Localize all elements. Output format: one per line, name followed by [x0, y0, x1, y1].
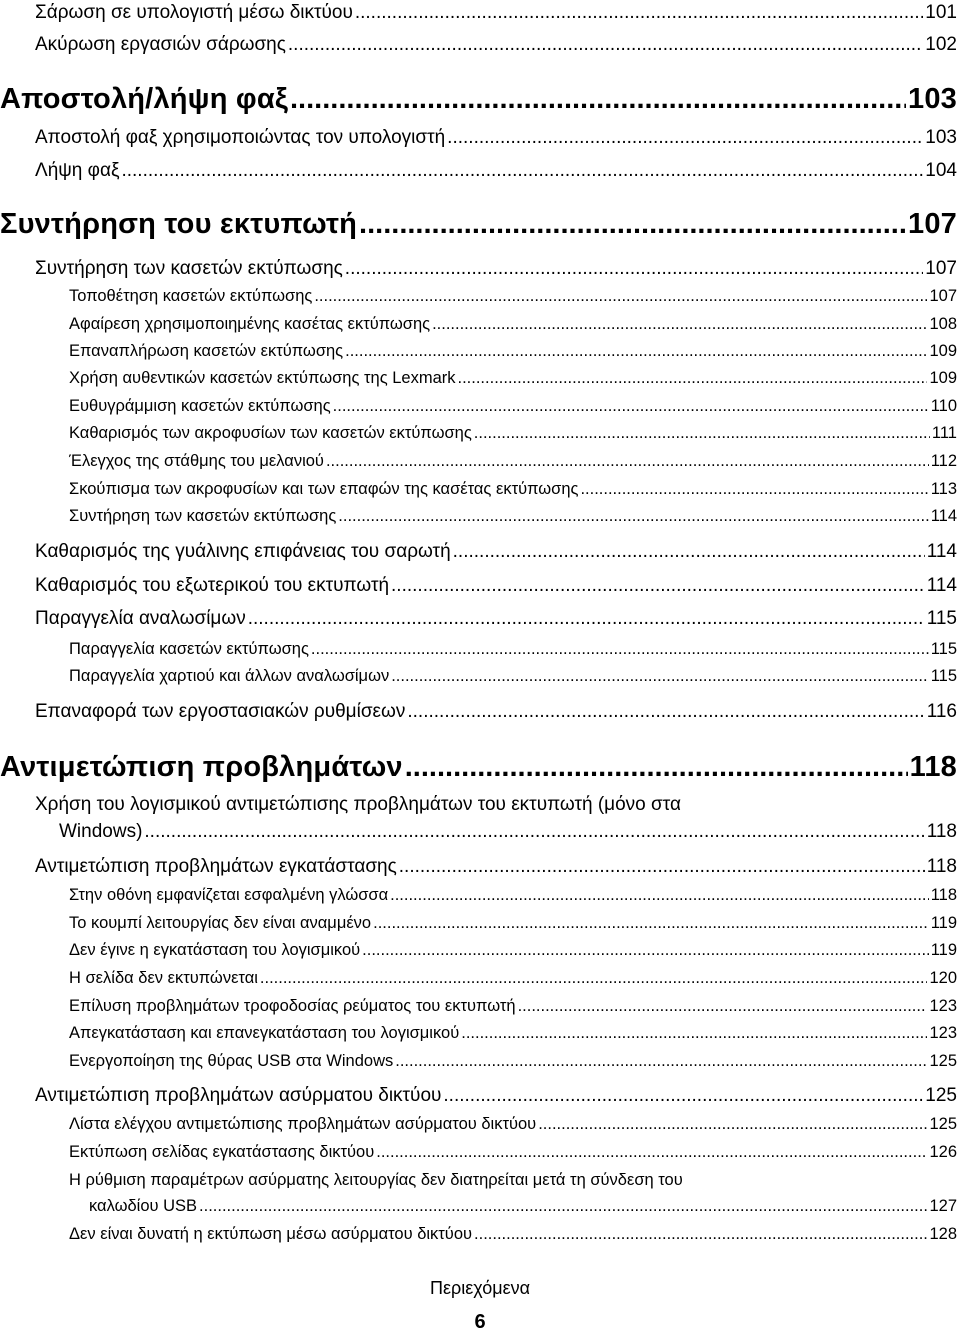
dot-leader: [199, 1197, 927, 1216]
dot-leader: [458, 369, 928, 388]
toc-subentry-title: Δεν είναι δυνατή η εκτύπωση μέσω ασύρματου δικτύου: [69, 1225, 473, 1243]
toc-entry[interactable]: [35, 258, 957, 280]
toc-entry[interactable]: [35, 541, 957, 563]
toc-entry[interactable]: [59, 821, 957, 843]
dot-leader: [311, 640, 929, 659]
dot-leader: [333, 397, 929, 416]
dot-leader: [248, 608, 925, 630]
dot-leader: [338, 507, 928, 526]
toc-subentry[interactable]: [69, 997, 957, 1016]
toc-subentry-title: Έλεγχος της στάθμης του μελανιού: [69, 452, 324, 470]
toc-entry-title: Ακύρωση εργασιών σάρωσης: [35, 34, 286, 55]
dot-leader: [376, 1143, 927, 1162]
dot-leader: [538, 1115, 927, 1134]
toc-subentry[interactable]: [69, 886, 957, 905]
toc-subentry-page: 112: [930, 452, 957, 470]
dot-leader: [391, 667, 928, 686]
dot-leader: [443, 1085, 923, 1107]
dot-leader: [314, 287, 927, 306]
toc-subentry[interactable]: [69, 397, 957, 416]
dot-leader: [345, 258, 924, 280]
toc-subentry-title: Σκούπισμα των ακροφυσίων και των επαφών της κασέτας εκτύπωσης: [69, 480, 579, 498]
toc-entry-wrap-line[interactable]: Χρήση του λογισμικού αντιμετώπισης προβλημάτων του εκτυπωτή (μόνο στα: [35, 794, 681, 815]
toc-entry-page: 103: [925, 127, 957, 148]
toc-subentry-title: Η σελίδα δεν εκτυπώνεται: [69, 969, 258, 987]
toc-subentry-page: 115: [930, 667, 957, 685]
dot-leader: [474, 1225, 927, 1244]
toc-chapter-page: 118: [909, 751, 957, 783]
toc-entry-title: Αντιμετώπιση προβλημάτων εγκατάστασης: [35, 856, 397, 877]
toc-entry-page: 114: [926, 541, 957, 562]
toc-subentry-page: 118: [930, 886, 957, 904]
toc-subentry[interactable]: [69, 941, 957, 960]
dot-leader: [355, 2, 923, 24]
toc-subentry[interactable]: [69, 640, 957, 659]
toc-subentry-title: Το κουμπί λειτουργίας δεν είναι αναμμένο: [69, 914, 372, 932]
toc-entry-title: Επαναφορά των εργοστασιακών ρυθμίσεων: [35, 701, 406, 722]
toc-subentry-page: 120: [929, 969, 957, 987]
toc-chapter-page: 103: [908, 83, 957, 115]
dot-leader: [362, 941, 929, 960]
toc-subentry-title: Εκτύπωση σελίδας εγκατάστασης δικτύου: [69, 1143, 375, 1161]
dot-leader: [359, 208, 906, 241]
toc-entry[interactable]: [35, 1085, 957, 1107]
toc-subentry-page: 123: [929, 1024, 957, 1042]
dot-leader: [290, 83, 906, 116]
dot-leader: [391, 575, 925, 597]
dot-leader: [453, 541, 925, 563]
toc-chapter-maintenance[interactable]: [0, 208, 957, 241]
toc-subentry-page: 127: [929, 1197, 957, 1215]
toc-entry-page: 107: [925, 258, 957, 279]
toc-subentry[interactable]: [69, 1143, 957, 1162]
toc-subentry[interactable]: [69, 1225, 957, 1244]
toc-subentry-page: 119: [930, 914, 957, 932]
toc-subentry-title: Χρήση αυθεντικών κασετών εκτύπωσης της Lexmark: [69, 369, 456, 387]
toc-entry[interactable]: [35, 701, 957, 723]
toc-chapter-title: Αποστολή/λήψη φαξ: [0, 83, 288, 115]
toc-entry[interactable]: [35, 127, 957, 149]
toc-entry-page: 118: [926, 821, 957, 842]
toc-entry-page: 118: [926, 856, 957, 877]
toc-entry-title: Παραγγελία αναλωσίμων: [35, 608, 246, 629]
toc-subentry[interactable]: [69, 369, 957, 388]
dot-leader: [121, 160, 923, 182]
toc-subentry-title: Καθαρισμός των ακροφυσίων των κασετών εκτύπωσης: [69, 424, 472, 442]
toc-subentry[interactable]: [69, 667, 957, 686]
toc-subentry-title: Απεγκατάσταση και επανεγκατάσταση του λογισμικού: [69, 1024, 460, 1042]
toc-subentry[interactable]: [69, 315, 957, 334]
toc-subentry[interactable]: [69, 1052, 957, 1071]
toc-chapter-fax[interactable]: [0, 83, 957, 116]
toc-subentry-page: 126: [929, 1143, 957, 1161]
toc-subentry[interactable]: [69, 1115, 957, 1134]
toc-subentry-page: 109: [929, 369, 957, 387]
dot-leader: [144, 821, 924, 843]
toc-subentry[interactable]: [69, 287, 957, 306]
toc-entry-title: Αποστολή φαξ χρησιμοποιώντας τον υπολογιστή: [35, 127, 446, 148]
toc-subentry-page: 125: [929, 1052, 957, 1070]
toc-subentry-title: Επίλυση προβλημάτων τροφοδοσίας ρεύματος του εκτυπωτή: [69, 997, 516, 1015]
toc-subentry-page: 110: [930, 397, 957, 415]
toc-subentry-title: Λίστα ελέγχου αντιμετώπισης προβλημάτων ασύρματου δικτύου: [69, 1115, 537, 1133]
toc-subentry[interactable]: [69, 480, 957, 499]
toc-subentry[interactable]: [69, 1024, 957, 1043]
toc-subentry-wrap-line[interactable]: Η ρύθμιση παραμέτρων ασύρματης λειτουργίας δεν διατηρείται μετά τη σύνδεση του: [69, 1171, 683, 1189]
dot-leader: [399, 856, 925, 878]
toc-entry-page: 101: [925, 2, 957, 23]
toc-subentry-page: 119: [930, 941, 957, 959]
toc-entry-title: Σάρωση σε υπολογιστή μέσω δικτύου: [35, 2, 353, 23]
toc-entry-title: Windows): [59, 821, 143, 842]
toc-subentry[interactable]: [69, 452, 957, 471]
toc-entry-title: Καθαρισμός της γυάλινης επιφάνειας του σαρωτή: [35, 541, 451, 562]
toc-subentry-page: 111: [931, 424, 957, 442]
toc-subentry-page: 109: [929, 342, 957, 360]
dot-leader: [432, 315, 927, 334]
toc-entry-title: Λήψη φαξ: [35, 160, 120, 181]
dot-leader: [373, 914, 929, 933]
toc-subentry[interactable]: [89, 1197, 957, 1216]
toc-subentry-title: Δεν έγινε η εγκατάσταση του λογισμικού: [69, 941, 361, 959]
dot-leader: [580, 480, 928, 499]
dot-leader: [474, 424, 930, 443]
dot-leader: [260, 969, 928, 988]
toc-entry-page: 114: [926, 575, 957, 596]
toc-subentry-page: 115: [930, 640, 957, 658]
footer-section-label: Περιεχόμενα: [429, 1278, 531, 1298]
dot-leader: [518, 997, 928, 1016]
toc-chapter-title: Αντιμετώπιση προβλημάτων: [0, 751, 403, 783]
dot-leader: [326, 452, 929, 471]
toc-entry-page: 104: [925, 160, 957, 181]
toc-subentry-page: 107: [929, 287, 957, 305]
toc-subentry-page: 125: [929, 1115, 957, 1133]
toc-chapter-title: Συντήρηση του εκτυπωτή: [0, 208, 358, 240]
toc-subentry-title: Συντήρηση των κασετών εκτύπωσης: [69, 507, 337, 525]
toc-subentry-title: Τοποθέτηση κασετών εκτύπωσης: [69, 287, 313, 305]
footer-page-number: 6: [474, 1311, 486, 1333]
toc-subentry[interactable]: [69, 342, 957, 361]
toc-subentry-page: 108: [929, 315, 957, 333]
toc-entry[interactable]: [35, 160, 957, 182]
toc-subentry-title: Αφαίρεση χρησιμοποιημένης κασέτας εκτύπωσης: [69, 315, 431, 333]
toc-subentry-title: καλωδίου USB: [89, 1197, 198, 1215]
toc-entry-page: 125: [925, 1085, 957, 1106]
toc-subentry[interactable]: [69, 969, 957, 988]
toc-subentry[interactable]: [69, 914, 957, 933]
toc-subentry-title: Ευθυγράμμιση κασετών εκτύπωσης: [69, 397, 331, 415]
toc-subentry-title: Παραγγελία χαρτιού και άλλων αναλωσίμων: [69, 667, 390, 685]
toc-subentry-title: Επαναπλήρωση κασετών εκτύπωσης: [69, 342, 344, 360]
toc-subentry-title: Παραγγελία κασετών εκτύπωσης: [69, 640, 309, 658]
toc-entry[interactable]: [35, 575, 957, 597]
toc-chapter-troubleshooting[interactable]: [0, 751, 957, 784]
toc-entry-title: Καθαρισμός του εξωτερικού του εκτυπωτή: [35, 575, 390, 596]
toc-subentry-page: 114: [930, 507, 957, 525]
dot-leader: [461, 1024, 927, 1043]
toc-subentry-page: 113: [930, 480, 957, 498]
toc-entry[interactable]: [35, 608, 957, 630]
dot-leader: [345, 342, 927, 361]
toc-subentry-page: 123: [929, 997, 957, 1015]
dot-leader: [447, 127, 923, 149]
toc-subentry[interactable]: [69, 507, 957, 526]
dot-leader: [405, 751, 908, 784]
toc-entry-title: Αντιμετώπιση προβλημάτων ασύρματου δικτύου: [35, 1085, 442, 1106]
dot-leader: [395, 1052, 927, 1071]
toc-entry-page: 102: [925, 34, 957, 55]
dot-leader: [390, 886, 929, 905]
toc-entry[interactable]: [35, 856, 957, 878]
toc-subentry-title: Στην οθόνη εμφανίζεται εσφαλμένη γλώσσα: [69, 886, 389, 904]
toc-subentry-page: 128: [929, 1225, 957, 1243]
toc-subentry[interactable]: [69, 424, 957, 443]
toc-chapter-page: 107: [908, 208, 957, 240]
toc-subentry-title: Ενεργοποίηση της θύρας USB στα Windows: [69, 1052, 394, 1070]
dot-leader: [288, 34, 923, 56]
toc-entry-page: 115: [926, 608, 957, 629]
toc-entry-title: Συντήρηση των κασετών εκτύπωσης: [35, 258, 343, 279]
toc-entry-page: 116: [926, 701, 957, 722]
toc-entry[interactable]: [35, 2, 957, 24]
dot-leader: [407, 701, 924, 723]
toc-entry[interactable]: [35, 34, 957, 56]
